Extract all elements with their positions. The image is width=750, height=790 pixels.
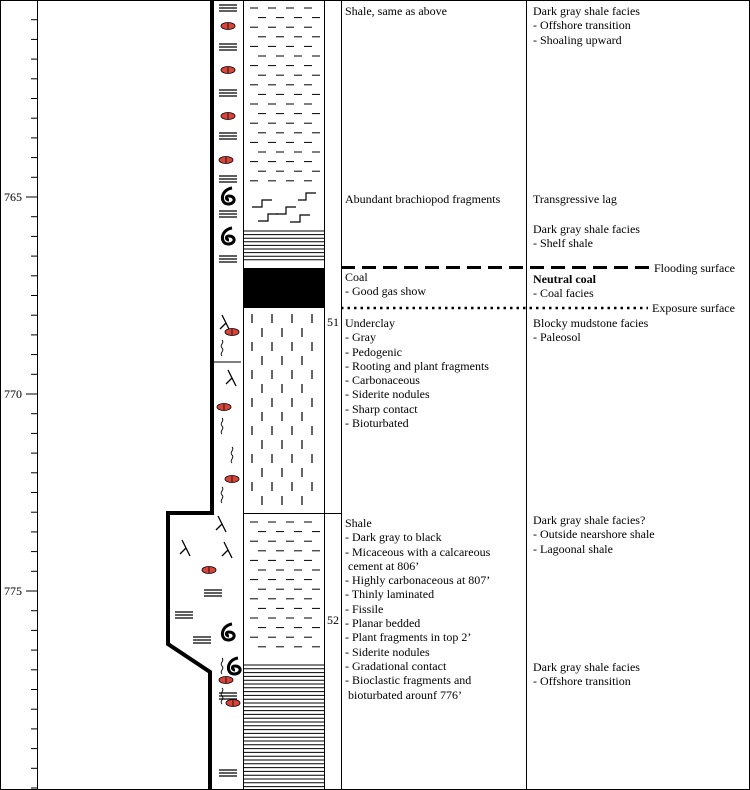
- facies-title: Blocky mudstone facies: [533, 316, 649, 330]
- burrow-icon: [221, 658, 223, 674]
- facies-title: Transgressive lag: [533, 192, 617, 206]
- brachiopod-icon: [222, 228, 234, 244]
- lithology-item: bioturbated arounf 776’: [348, 687, 462, 702]
- depth-ticks: [26, 20, 38, 788]
- facies-item: - Offshore transition: [533, 674, 631, 689]
- shale-dash-pattern: [250, 8, 320, 181]
- facies-item: - Coal facies: [533, 286, 594, 301]
- bed-number-52: 52: [327, 613, 339, 627]
- basal-laminated-pattern: [244, 665, 325, 787]
- bed-number-51: 51: [327, 315, 339, 329]
- facies-coal: [533, 272, 596, 301]
- facies-mudstone: [533, 316, 648, 345]
- lithology-item: - Planar bedded: [345, 616, 421, 631]
- lithology-item: - Dark gray to black: [345, 530, 442, 545]
- lithology-symbols: [175, 5, 241, 776]
- lithology-shale-top: [345, 4, 447, 18]
- lithology-coal: [345, 270, 426, 299]
- lithology-item: cement at 806’: [348, 558, 420, 573]
- lithology-title: Coal: [345, 270, 368, 284]
- grain-size-profile: [168, 0, 212, 790]
- lithology-item: - Siderite nodules: [345, 644, 430, 659]
- brachiopod-step-pattern: [252, 193, 316, 222]
- facies-offshore: [533, 660, 640, 689]
- root-trace-icon: [216, 516, 226, 532]
- burrow-icon: [221, 340, 223, 356]
- brachiopod-icon: [222, 624, 234, 640]
- facies-title: Dark gray shale facies: [533, 660, 640, 674]
- lithology-item: - Pedogenic: [345, 344, 402, 359]
- facies-item: - Paleosol: [533, 330, 581, 345]
- lithology-brachiopod: [345, 192, 500, 206]
- lower-shale-dash-pattern: [250, 522, 320, 647]
- root-trace-icon: [222, 542, 232, 558]
- facies-title: Dark gray shale facies: [533, 222, 640, 236]
- facies-title: Neutral coal: [533, 272, 596, 286]
- facies-lagoonal: [533, 513, 655, 556]
- lithology-item: - Fissile: [345, 601, 384, 616]
- facies-item: - Offshore transition: [533, 18, 631, 33]
- lithology-item: - Highly carbonaceous at 807’: [345, 573, 491, 588]
- facies-shelf: [533, 222, 640, 251]
- lithology-item: - Plant fragments in top 2’: [345, 630, 472, 645]
- facies-item: - Lagoonal shale: [533, 541, 613, 556]
- lithology-item: - Sharp contact: [345, 401, 418, 416]
- root-trace-icon: [226, 370, 236, 386]
- facies-item: - Shoaling upward: [533, 32, 622, 47]
- lithology-item: - Gray: [345, 330, 376, 345]
- lithology-item: - Micaceous with a calcareous: [345, 544, 491, 559]
- lithology-item: - Gradational contact: [345, 658, 447, 673]
- coal-bed: [244, 268, 325, 308]
- root-trace-icon: [180, 540, 190, 556]
- lithology-item: - Good gas show: [345, 284, 426, 299]
- lithology-item: - Carbonaceous: [345, 373, 420, 388]
- facies-title: Dark gray shale facies: [533, 4, 640, 18]
- facies-lag: [533, 192, 617, 206]
- lithology-underclay: [345, 316, 489, 430]
- lithology-title: Underclay: [345, 316, 395, 330]
- lithology-title: Shale: [345, 516, 372, 530]
- laminated-shale-pattern: [244, 231, 325, 260]
- brachiopod-icon: [222, 188, 234, 204]
- burrow-icon: [221, 418, 223, 434]
- lithology-item: - Bioturbated: [345, 416, 409, 431]
- lithology-item: - Thinly laminated: [345, 587, 435, 602]
- burrow-icon: [221, 487, 223, 503]
- facies-title: Dark gray shale facies?: [533, 513, 646, 527]
- facies-item: - Shelf shale: [533, 236, 593, 251]
- depth-label-775: 775: [4, 584, 22, 598]
- lithology-shale-lower: [345, 516, 490, 702]
- burrow-icon: [231, 447, 233, 463]
- underclay-pattern: [252, 314, 312, 505]
- lithology-item: - Siderite nodules: [345, 387, 430, 402]
- flooding-surface-label: Flooding surface: [654, 261, 735, 275]
- exposure-surface-label: Exposure surface: [652, 301, 735, 315]
- lithology-item: - Rooting and plant fragments: [345, 358, 489, 373]
- facies-top: [533, 4, 640, 47]
- lithology-title: Shale, same as above: [345, 4, 447, 18]
- facies-item: - Outside nearshore shale: [533, 527, 655, 542]
- depth-label-770: 770: [4, 387, 22, 401]
- lithology-title: Abundant brachiopod fragments: [345, 192, 501, 206]
- lithologic-column: [244, 0, 342, 790]
- brachiopod-icon: [228, 658, 240, 674]
- depth-label-765: 765: [4, 190, 22, 204]
- lithology-item: - Bioclastic fragments and: [345, 673, 472, 688]
